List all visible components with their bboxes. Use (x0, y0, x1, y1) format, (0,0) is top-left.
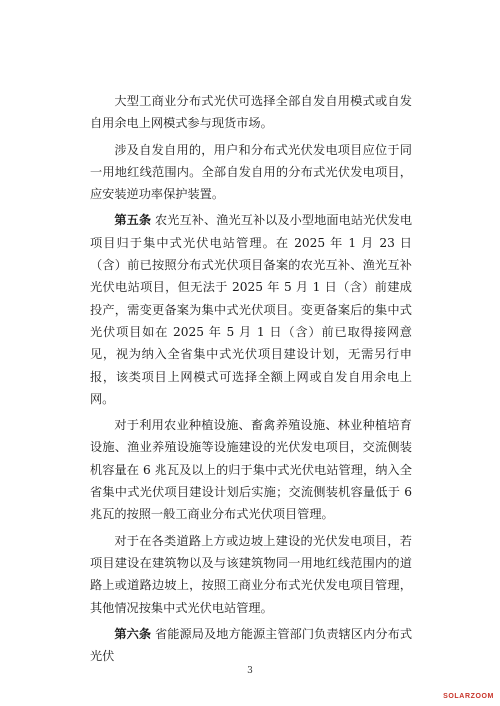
article-5-text: 农光互补、渔光互补以及小型地面电站光伏发电项目归于集中式光伏电站管理。在 2025 年 1 月 23 日（含）前已按照分布式光伏项目备案的农光互补、渔光互补光伏电站项目，但无法于 2025 年 5 月 1 日（含）前建成投产，需变更备案为集中式光伏项目。变更备案后的集中式光伏项目如在 2025 年 5 月 1 日（含）前已取得接网意见，视为纳入全省集中式光伏项目建设计划，无需另行申报，该类项目上网模式可选择全额上网或自发自用余电上网。 (90, 213, 413, 406)
article-6-paragraph (90, 623, 412, 668)
paragraph-1 (90, 90, 412, 135)
article-5-paragraph (90, 209, 412, 410)
paragraph-5 (90, 530, 412, 619)
paragraph-5-text: 对于在各类道路上方或边坡上建设的光伏发电项目，若项目建设在建筑物以及与该建筑物同一用地红线范围内的道路上或道路边坡上，按照工商业分布式光伏发电项目管理，其他情况按集中式光伏电站管理。 (90, 533, 412, 615)
paragraph-4-text: 对于利用农业种植设施、畜禽养殖设施、林业种植培育设施、渔业养殖设施等设施建设的光伏发电项目，交流侧装机容量在 6 兆瓦及以上的归于集中式光伏电站管理，纳入全省集中式光伏项目建设计划后实施；交流侧装机容量低于 6 兆瓦的按照一般工商业分布式光伏项目管理。 (90, 418, 412, 522)
paragraph-1-text: 大型工商业分布式光伏可选择全部自发自用模式或自发自用余电上网模式参与现货市场。 (90, 94, 412, 131)
watermark-logo: SOLARZOOM (443, 693, 494, 700)
paragraph-4 (90, 414, 412, 525)
paragraph-2 (90, 139, 412, 206)
article-6-heading: 第六条 (114, 626, 152, 641)
article-6-text: 省能源局及地方能源主管部门负责辖区内分布式光伏 (90, 626, 413, 664)
document-body (90, 90, 412, 671)
page-number: 3 (247, 666, 253, 676)
article-5-heading: 第五条 (114, 213, 152, 228)
paragraph-2-text: 涉及自发自用的，用户和分布式光伏发电项目应位于同一用地红线范围内。全部自发自用的分布式光伏发电项目，应安装逆功率保护装置。 (90, 142, 412, 202)
